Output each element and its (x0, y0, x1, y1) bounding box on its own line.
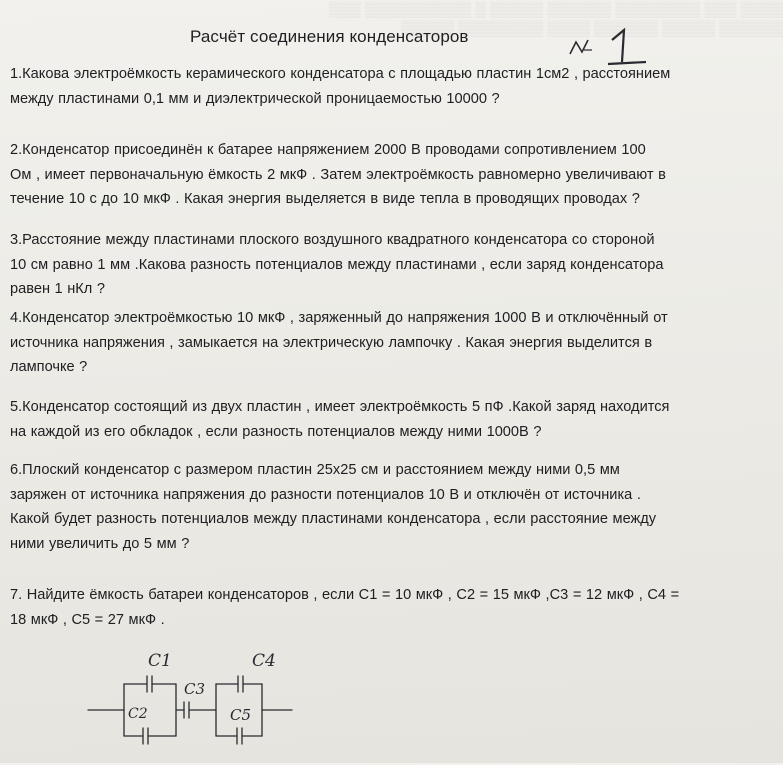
question-line: источника напряжения , замыкается на электрическую лампочку . Какая энергия выделится в (10, 334, 653, 351)
question-line: 4.Конденсатор электроёмкостью 10 мкФ , заряженный до напряжения 1000 В и отключённый от (10, 310, 668, 326)
question-line: Какой будет разность потенциалов между пластинами конденсатора , если расстояние между (10, 511, 657, 527)
question-2 (10, 138, 780, 212)
label-c3: C3 (184, 680, 206, 698)
question-4 (10, 306, 780, 380)
question-line: 2.Конденсатор присоединён к батарее напряжением 2000 В проводами сопротивлением 100 (10, 142, 646, 158)
question-line: ними увеличить до 5 мм ? (10, 535, 190, 552)
question-line: 6.Плоский конденсатор с размером пластин 25x25 см и расстоянием между ними 0,5 мм (10, 462, 620, 478)
question-1 (10, 62, 780, 111)
question-line: заряжен от источника напряжения до разности потенциалов 10 В и отключён от источника . (10, 486, 641, 503)
question-3 (10, 228, 780, 302)
question-line: 5.Конденсатор состоящий из двух пластин , имеет электроёмкость 5 пФ .Какой заряд находится (10, 399, 670, 415)
question-line: на каждой из его обкладок , если разность потенциалов между ними 1000В ? (10, 423, 542, 440)
question-6 (10, 458, 780, 556)
question-line: течение 10 с до 10 мкФ . Какая энергия выделяется в виде тепла в проводящих проводах ? (10, 191, 640, 207)
label-c4: C4 (252, 651, 276, 671)
question-line: 7. Найдите ёмкость батареи конденсаторов , если C1 = 10 мкФ , C2 = 15 мкФ ,C3 = 12 мкФ , C4 = (10, 587, 680, 603)
question-line: 10 см равно 1 мм .Какова разность потенциалов между пластинами , если заряд конденсатора (10, 256, 664, 273)
question-line: Ом , имеет первоначальную ёмкость 2 мкФ . Затем электроёмкость равномерно увеличивают в (10, 166, 666, 183)
question-7 (10, 583, 780, 632)
question-line: между пластинами 0,1 мм и диэлектрической проницаемостью 10000 ? (10, 90, 500, 107)
question-line: равен 1 нКл ? (10, 281, 105, 297)
question-line: 18 мкФ , C5 = 27 мкФ . (10, 611, 165, 628)
question-line: 1.Какова электроёмкость керамического конденсатора с площадью пластин 1см2 , расстоянием (10, 66, 671, 82)
question-line: 3.Расстояние между пластинами плоского воздушного квадратного конденсатора со стороной (10, 232, 655, 248)
question-5 (10, 395, 780, 444)
label-c1: C1 (148, 651, 172, 671)
question-line: лампочке ? (10, 359, 88, 375)
page-title: Расчёт соединения конденсаторов (190, 27, 469, 46)
show-through-text: ▒▒▒▒ ▒▒▒ ▒▒▒▒▒▒▒▒ ▒▒▒▒▒▒ ▒▒▒▒▒ ▒ ▒▒▒▒▒▒▒▒▒▒ ▒▒▒ ▒▒▒▒▒▒ ▒▒▒▒▒ ▒▒▒▒▒▒ ▒▒▒▒ ▒▒▒▒▒▒▒▒ ▒▒▒▒▒ (328, 1, 783, 37)
label-c5: C5 (230, 706, 252, 724)
capacitor-circuit-diagram (80, 640, 320, 760)
label-c2: C2 (128, 706, 148, 722)
